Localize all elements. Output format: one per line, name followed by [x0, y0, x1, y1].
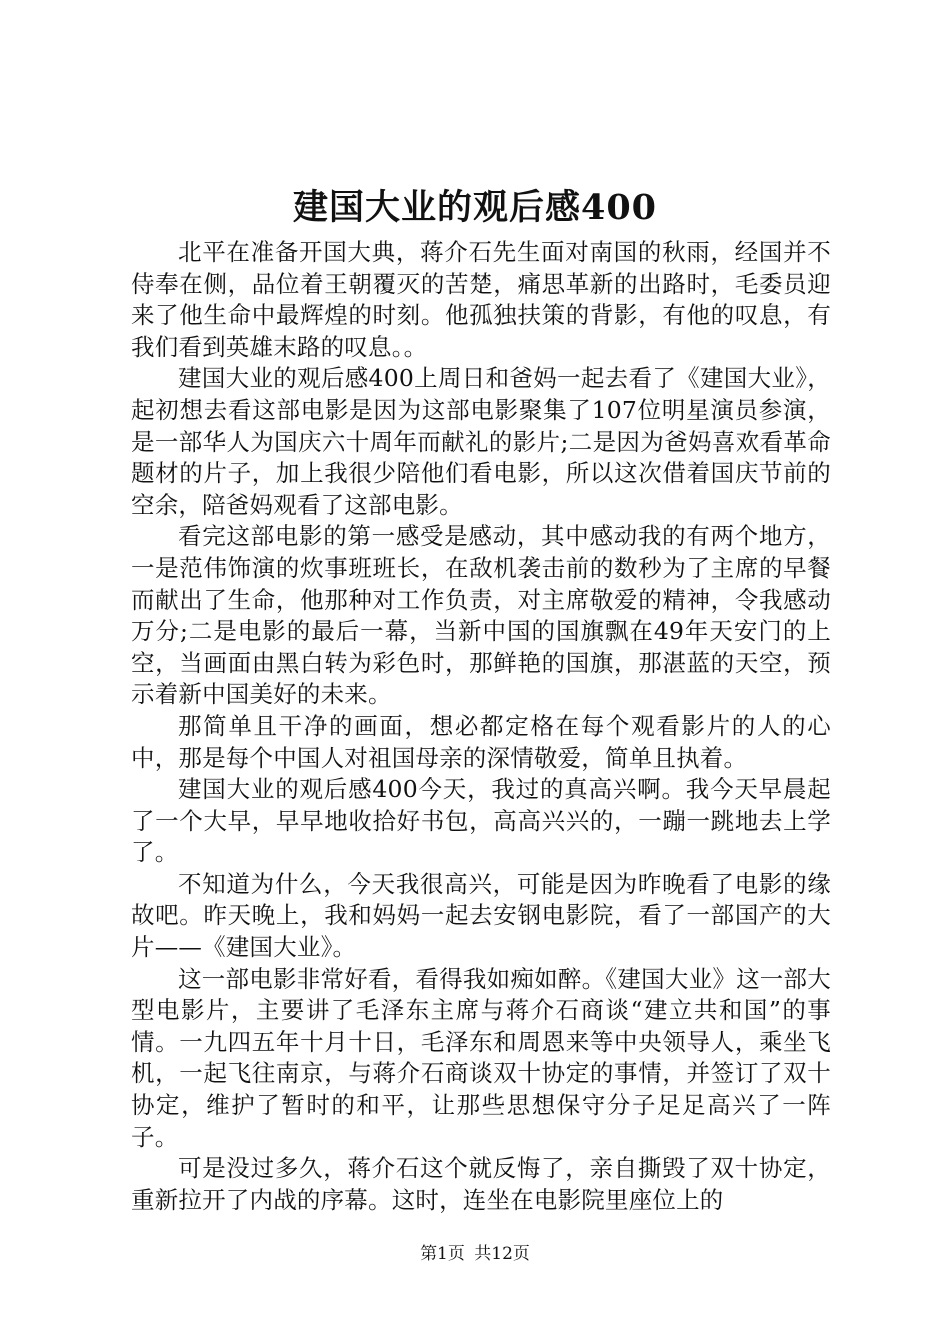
- paragraph: 不知道为什么，今天我很高兴，可能是因为昨晚看了电影的缘故吧。昨天晚上，我和妈妈一起去安钢电影院，看了一部国产的大片——《建国大业》。: [131, 869, 831, 962]
- document-body: [131, 237, 831, 1216]
- paragraph: 看完这部电影的第一感受是感动，其中感动我的有两个地方，一是范伟饰演的炊事班班长，在敌机袭击前的数秒为了主席的早餐而献出了生命，他那种对工作负责，对主席敬爱的精神，令我感动万分;二是电影的最后一幕，当新中国的国旗飘在49年天安门的上空，当画面由黑白转为彩色时，那鲜艳的国旗，那湛蓝的天空，预示着新中国美好的未来。: [131, 522, 831, 709]
- paragraph: 建国大业的观后感400上周日和爸妈一起去看了《建国大业》，起初想去看这部电影是因为这部电影聚集了107位明星演员参演，是一部华人为国庆六十周年而献礼的影片;二是因为爸妈喜欢看革命题材的片子，加上我很少陪他们看电影，所以这次借着国庆节前的空余，陪爸妈观看了这部电影。: [131, 364, 831, 519]
- paragraph: 可是没过多久，蒋介石这个就反悔了，亲自撕毁了双十协定，重新拉开了内战的序幕。这时，连坐在电影院里座位上的: [131, 1154, 831, 1214]
- document-title: 建国大业的观后感400: [292, 187, 658, 228]
- paragraph: 这一部电影非常好看，看得我如痴如醉。《建国大业》这一部大型电影片，主要讲了毛泽东主席与蒋介石商谈“建立共和国”的事情。一九四五年十月十日，毛泽东和周恩来等中央领导人，乘坐飞机，一起飞往南京，与蒋介石商谈双十协定的事情，并签订了双十协定，维护了暂时的和平，让那些思想保守分子足足高兴了一阵子。: [131, 964, 831, 1151]
- page-number: 第1页: [420, 1244, 465, 1264]
- page-footer: [0, 1242, 950, 1266]
- paragraph: 建国大业的观后感400今天，我过的真高兴啊。我今天早晨起了一个大早，早早地收拾好书包，高高兴兴的，一蹦一跳地去上学了。: [131, 775, 831, 867]
- page-total: 共12页: [474, 1244, 530, 1264]
- paragraph: 那简单且干净的画面，想必都定格在每个观看影片的人的心中，那是每个中国人对祖国母亲的深情敬爱，简单且执着。: [131, 711, 831, 772]
- paragraph: 北平在准备开国大典，蒋介石先生面对南国的秋雨，经国并不侍奉在侧，品位着王朝覆灭的苦楚，痛思革新的出路时，毛委员迎来了他生命中最辉煌的时刻。他孤独扶策的背影，有他的叹息，有我们看到英雄末路的叹息。。: [131, 238, 831, 361]
